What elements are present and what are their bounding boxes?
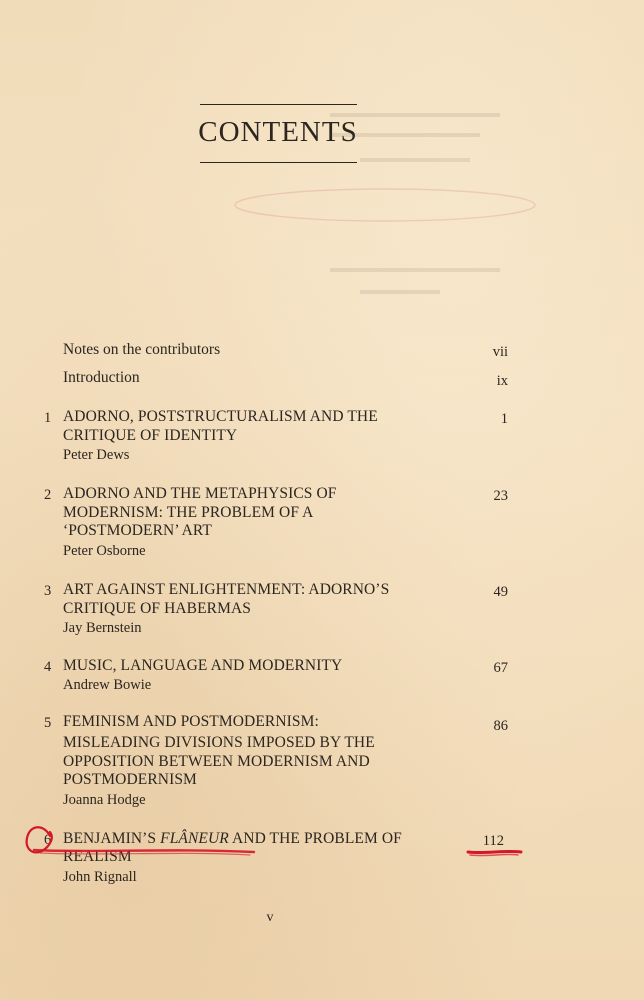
chapter-page: 86 (493, 718, 508, 734)
front-matter-label: Notes on the contributors (63, 341, 221, 358)
chapter-number: 4 (44, 659, 52, 675)
chapter-title-line: CRITIQUE OF IDENTITY (63, 427, 238, 444)
chapter-author: Peter Osborne (63, 543, 146, 559)
chapter-title-line: MUSIC, LANGUAGE AND MODERNITY (63, 657, 343, 674)
chapter-author: Jay Bernstein (63, 620, 142, 636)
chapter-number: 1 (44, 410, 52, 426)
chapter-title-line: ADORNO AND THE METAPHYSICS OF (63, 485, 337, 502)
front-matter-page: vii (492, 344, 508, 360)
title-block (0, 116, 556, 149)
chapter-author: Peter Dews (63, 447, 130, 463)
title-rule-top (200, 104, 357, 105)
chapter-title-line: OPPOSITION BETWEEN MODERNISM AND (63, 753, 370, 770)
chapter-title-prefix: BENJAMIN’S (63, 830, 161, 847)
chapter-title-line: CRITIQUE OF HABERMAS (63, 600, 252, 617)
chapter-number: 6 (44, 832, 52, 848)
page-number-underline (470, 854, 518, 855)
chapter-title-line: ADORNO, POSTSTRUCTURALISM AND THE (63, 408, 378, 425)
chapter-title-line: REALISM (63, 848, 132, 865)
chapter-title-line: MISLEADING DIVISIONS IMPOSED BY THE (63, 734, 375, 751)
chapter-title-line: ‘POSTMODERN’ ART (63, 522, 212, 539)
front-matter-label: Introduction (63, 369, 140, 386)
page-folio: v (266, 910, 274, 925)
front-matter-page: ix (496, 373, 508, 389)
chapter-title-line (63, 830, 402, 848)
chapter-number: 3 (44, 583, 52, 599)
chapter-page: 1 (500, 411, 508, 427)
chapter-title-line: FEMINISM AND POSTMODERNISM: (63, 713, 319, 730)
chapter-title-italic: FLÂNEUR (160, 830, 229, 847)
title-rule-bottom (200, 162, 357, 163)
page-number-underline (468, 851, 521, 852)
chapter-author: Joanna Hodge (63, 792, 146, 808)
chapter-number: 5 (44, 715, 52, 731)
chapter-number: 2 (44, 487, 52, 503)
chapter-page: 23 (493, 488, 508, 504)
chapter-author: John Rignall (63, 869, 137, 885)
chapter-title-line: POSTMODERNISM (63, 771, 197, 788)
chapter-page: 49 (493, 584, 508, 600)
chapter-author: Andrew Bowie (63, 677, 152, 693)
chapter-title-line: MODERNISM: THE PROBLEM OF A (63, 504, 314, 521)
chapter-title-suffix: AND THE PROBLEM OF (228, 830, 402, 847)
chapter-page: 67 (493, 660, 508, 676)
chapter-title-line: ART AGAINST ENLIGHTENMENT: ADORNO’S (63, 581, 390, 598)
page-title: CONTENTS (198, 116, 358, 148)
chapter-page: 112 (482, 833, 504, 849)
